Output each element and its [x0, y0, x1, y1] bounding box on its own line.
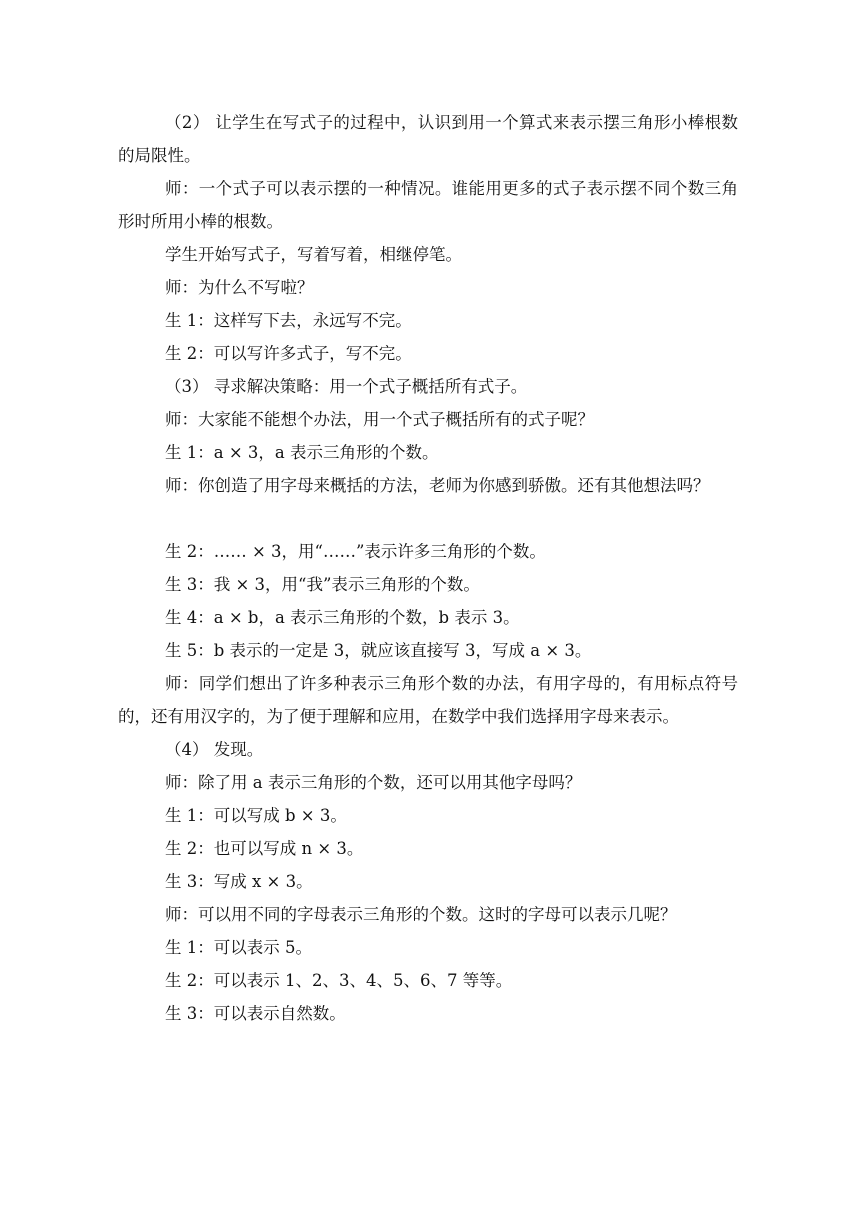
- paragraph: 生 1：a × 3，a 表示三角形的个数。: [165, 443, 439, 462]
- paragraph: （3） 寻求解决策略：用一个式子概括所有式子。: [165, 377, 528, 396]
- paragraph: 生 1：可以表示 5。: [165, 938, 312, 957]
- paragraph: 生 1：这样写下去，永远写不完。: [165, 311, 412, 330]
- blank-line: [118, 502, 738, 535]
- paragraph: 生 1：可以写成 b × 3。: [165, 806, 347, 825]
- paragraph: 生 2：可以写许多式子，写不完。: [165, 344, 412, 363]
- paragraph: 师：为什么不写啦？: [165, 278, 314, 297]
- paragraph: 师：你创造了用字母来概括的方法，老师为你感到骄傲。还有其他想法吗？: [165, 476, 710, 495]
- paragraph: 生 2：可以表示 1、2、3、4、5、6、7 等等。: [165, 971, 513, 990]
- paragraph: 生 2：也可以写成 n × 3。: [165, 839, 364, 858]
- paragraph: 师：除了用 a 表示三角形的个数，还可以用其他字母吗？: [165, 773, 582, 792]
- paragraph: 师：一个式子可以表示摆的一种情况。谁能用更多的式子表示摆不同个数三角形时所用小棒的根数。: [118, 179, 738, 231]
- paragraph: 师：可以用不同的字母表示三角形的个数。这时的字母可以表示几呢？: [165, 905, 677, 924]
- paragraph: 生 3：我 × 3，用“我”表示三角形的个数。: [165, 575, 480, 594]
- paragraph: 师：同学们想出了许多种表示三角形个数的办法，有用字母的，有用标点符号的，还有用汉字的，为了便于理解和应用，在数学中我们选择用字母来表示。: [118, 674, 738, 726]
- paragraph: 生 3：写成 x × 3。: [165, 872, 313, 891]
- paragraph: 学生开始写式子，写着写着，相继停笔。: [165, 245, 462, 264]
- paragraph: 生 2：…… × 3，用“……”表示许多三角形的个数。: [165, 542, 546, 561]
- paragraph: 生 4：a × b，a 表示三角形的个数，b 表示 3。: [165, 608, 520, 627]
- paragraph: 生 3：可以表示自然数。: [165, 1004, 346, 1023]
- paragraph: 生 5：b 表示的一定是 3，就应该直接写 3，写成 a × 3。: [165, 641, 592, 660]
- paragraph: （2） 让学生在写式子的过程中，认识到用一个算式来表示摆三角形小棒根数的局限性。: [118, 113, 738, 165]
- document-body: [118, 106, 738, 1030]
- paragraph: （4） 发现。: [165, 740, 264, 759]
- paragraph: 师：大家能不能想个办法，用一个式子概括所有的式子呢？: [165, 410, 594, 429]
